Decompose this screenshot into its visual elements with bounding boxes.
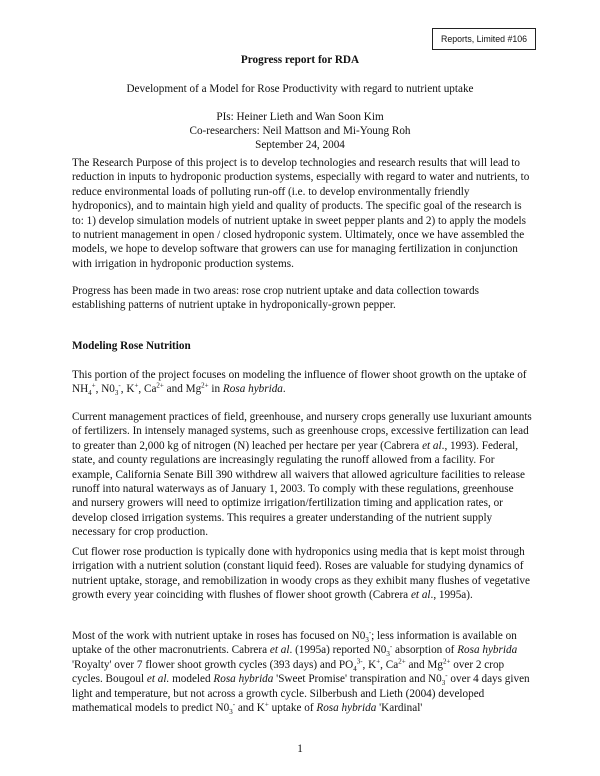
- report-title: Progress report for RDA: [240, 54, 360, 66]
- co-researchers: Co-researchers: Neil Mattson and Mi-Young Roh: [189, 125, 411, 137]
- research-purpose-paragraph: The Research Purpose of this project is to develop technologies and research results that will lead to reduction in inputs to hydroponic production systems, especially with regard to water and nutrients, to reduce environmental loads of polluting run-off (i.e. to develop environmentally friendly hydroponics), and to maintain high yield and quality of products. The specific goal of the research is to: 1) develop simulation models of nutrient uptake in sweet pepper plants and 2) to apply the models to nutrient management in open / closed hydroponic system. Ultimately, once we have assembled the models, we hope to develop software that growers can use for managing fertilization in conjunction with irrigation in hydroponic production systems.: [72, 157, 530, 270]
- progress-paragraph: Progress has been made in two areas: rose crop nutrient uptake and data collection towards establishing patterns of nutrient uptake in hydroponically-grown pepper.: [72, 285, 479, 312]
- report-date: September 24, 2004: [255, 139, 345, 151]
- section-heading: Modeling Rose Nutrition: [72, 340, 191, 352]
- rose-focus-paragraph: This portion of the project focuses on modeling the influence of flower shoot growth on the uptake of $NH_4^+$, $N0_3^-$, K+, $Ca^{2+}$ and $Mg^{2+}$ in Rosa hybrida.: [72, 369, 527, 398]
- management-practices-paragraph: Current management practices of field, greenhouse, and nursery crops generally use luxuriant amounts of fertilizers. In intensely managed systems, such as greenhouse crops, excessive fertilization can lead to greater than 2,000 kg of nitrogen (N) leached per hectare per year (Cabrera et al., 1993). Federal, state, and county regulations are increasingly regulating the runoff allowed from a facility. For example, California Senate Bill 390 withdrew all waivers that allowed agriculture facilities to release runoff into natural waterways as of January 1, 2003. To comply with these regulations, greenhouse and nursery growers will need to optimize irrigation/fertilization timing and application rates, or develop closed irrigation systems. This requires a greater understanding of the nutrient supply necessary for crop production.: [72, 411, 532, 539]
- principal-investigators: PIs: Heiner Lieth and Wan Soon Kim: [216, 111, 384, 123]
- report-stamp: Reports, Limited #106: [432, 28, 536, 50]
- page-number: 1: [297, 743, 303, 755]
- report-subtitle: Development of a Model for Rose Productivity with regard to nutrient uptake: [126, 83, 474, 95]
- cut-flower-paragraph: Cut flower rose production is typically done with hydroponics using media that is kept moist through irrigation with a nutrient solution (constant liquid feed). Roses are valuable for studying dynamics of nutrient uptake, storage, and remobilization in woody crops as they exhibit many flushes of vegetative growth every year coinciding with flushes of flower shoot growth (Cabrera et al., 1995a).: [72, 546, 530, 602]
- nutrient-uptake-paragraph: Most of the work with nutrient uptake in roses has focused on $N0_3^-$; less information is available on uptake of the other macronutrients. Cabrera et al. (1995a) reported $N0_3^-$ absorption of Rosa hybrida 'Royalty' over 7 flower shoot growth cycles (393 days) and $PO_4^{3-}$, K+, $Ca^{2+}$ and $Mg^{2+}$ over 2 crop cycles. Bougoul et al. modeled Rosa hybrida 'Sweet Promise' transpiration and $N0_3^-$ over 4 days given light and temperature, but not across a growth cycle. Silberbush and Lieth (2004) developed mathematical models to predict $N0_3^-$ and K+ uptake of Rosa hybrida 'Kardinal': [72, 628, 530, 717]
